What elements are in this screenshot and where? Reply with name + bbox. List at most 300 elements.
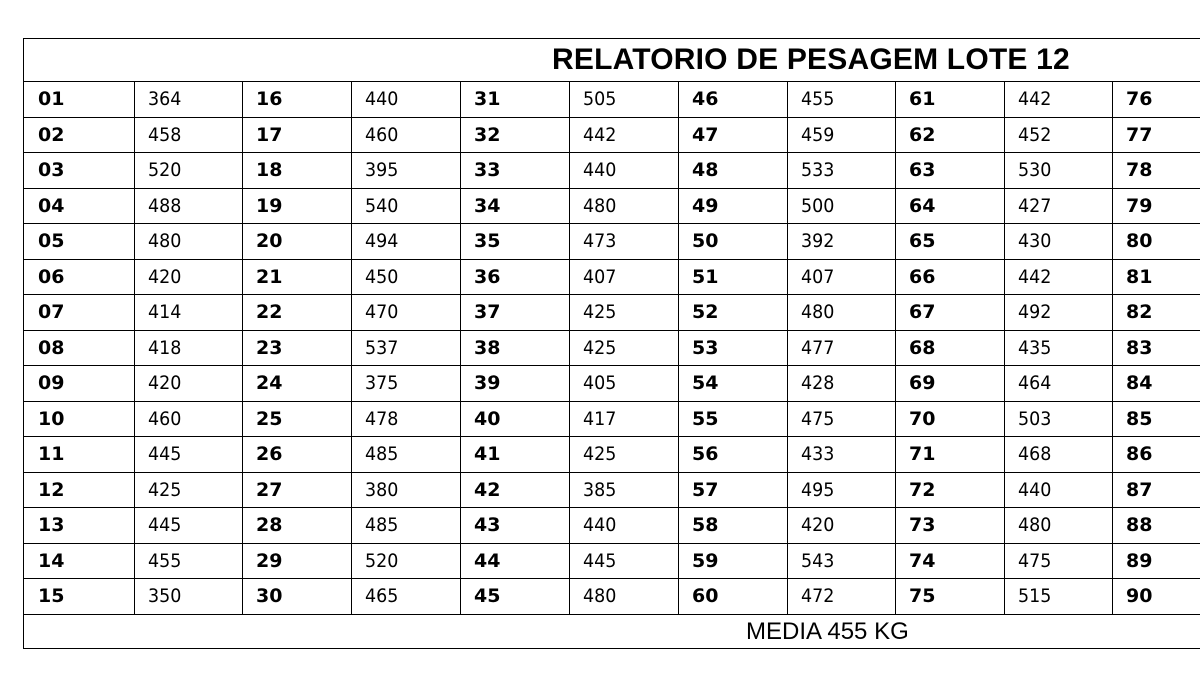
animal-id: 86 [1126,443,1153,465]
animal-id: 33 [474,159,501,181]
column-divider [569,118,570,153]
column-divider [460,402,461,437]
column-divider [460,118,461,153]
column-divider [351,473,352,508]
animal-weight: 494 [365,230,399,252]
column-divider [460,544,461,579]
animal-weight: 420 [148,265,182,288]
animal-weight: 470 [365,301,399,323]
column-divider [569,473,570,508]
column-divider [569,153,570,188]
column-divider [678,189,679,224]
animal-id: 24 [256,372,283,394]
animal-id: 51 [692,265,719,288]
animal-weight: 414 [148,301,182,323]
column-divider [895,295,896,330]
column-divider [351,82,352,117]
animal-weight: 477 [801,336,835,359]
animal-id: 60 [692,585,719,607]
animal-id: 10 [38,407,65,430]
animal-weight: 442 [1018,265,1052,288]
animal-id: 06 [38,265,65,288]
animal-id: 45 [474,585,501,607]
animal-id: 82 [1126,301,1153,323]
column-divider [1004,224,1005,259]
animal-id: 43 [474,514,501,536]
column-divider [787,153,788,188]
animal-id: 57 [692,478,719,501]
animal-weight: 478 [365,407,399,430]
column-divider [242,544,243,579]
animal-weight: 430 [1018,230,1052,252]
column-divider [351,402,352,437]
animal-id: 18 [256,159,283,181]
column-divider [569,189,570,224]
column-divider [678,402,679,437]
animal-weight: 435 [1018,336,1052,359]
animal-weight: 428 [801,372,835,394]
animal-id: 75 [909,585,936,607]
column-divider [460,224,461,259]
column-divider [787,331,788,366]
column-divider [1112,437,1113,472]
animal-weight: 442 [1018,88,1052,110]
table-row [24,437,1200,473]
animal-id: 54 [692,372,719,394]
column-divider [678,508,679,543]
animal-id: 05 [38,230,65,252]
table-row [24,402,1200,438]
table-row [24,331,1200,367]
column-divider [569,579,570,615]
column-divider [460,260,461,295]
animal-weight: 433 [801,443,835,465]
column-divider [1112,508,1113,543]
column-divider [678,366,679,401]
report-title: RELATORIO DE PESAGEM LOTE 12 [552,43,1070,76]
column-divider [787,402,788,437]
animal-id: 35 [474,230,501,252]
animal-weight: 485 [365,514,399,536]
column-divider [1112,118,1113,153]
animal-weight: 530 [1018,159,1052,181]
animal-id: 78 [1126,159,1153,181]
column-divider [787,295,788,330]
weights-grid [24,82,1200,615]
animal-id: 65 [909,230,936,252]
table-row [24,579,1200,615]
column-divider [134,153,135,188]
column-divider [460,437,461,472]
table-row [24,366,1200,402]
animal-id: 59 [692,549,719,572]
animal-weight: 537 [365,336,399,359]
table-row [24,544,1200,580]
animal-id: 84 [1126,372,1153,394]
column-divider [787,260,788,295]
animal-weight: 464 [1018,372,1052,394]
column-divider [678,260,679,295]
animal-weight: 480 [583,194,617,217]
column-divider [134,82,135,117]
animal-id: 39 [474,372,501,394]
column-divider [1004,189,1005,224]
animal-weight: 472 [801,585,835,607]
animal-weight: 440 [365,88,399,110]
table-row [24,189,1200,225]
column-divider [787,224,788,259]
animal-weight: 459 [801,123,835,146]
animal-weight: 485 [365,443,399,465]
column-divider [242,579,243,615]
animal-weight: 452 [1018,123,1052,146]
animal-weight: 480 [1018,514,1052,536]
animal-id: 80 [1126,230,1153,252]
column-divider [895,153,896,188]
animal-weight: 460 [148,407,182,430]
column-divider [787,508,788,543]
animal-id: 19 [256,194,283,217]
column-divider [134,366,135,401]
column-divider [569,295,570,330]
animal-weight: 520 [148,159,182,181]
animal-id: 40 [474,407,501,430]
animal-id: 48 [692,159,719,181]
animal-id: 74 [909,549,936,572]
column-divider [895,402,896,437]
table-row [24,295,1200,331]
animal-id: 15 [38,585,65,607]
animal-id: 46 [692,88,719,110]
animal-id: 71 [909,443,936,465]
animal-id: 03 [38,159,65,181]
animal-id: 85 [1126,407,1153,430]
animal-weight: 480 [801,301,835,323]
column-divider [351,508,352,543]
column-divider [242,473,243,508]
animal-id: 38 [474,336,501,359]
column-divider [787,366,788,401]
animal-weight: 425 [148,478,182,501]
animal-id: 64 [909,194,936,217]
column-divider [351,260,352,295]
column-divider [242,118,243,153]
column-divider [242,295,243,330]
column-divider [460,508,461,543]
column-divider [351,224,352,259]
animal-weight: 425 [583,443,617,465]
column-divider [569,544,570,579]
animal-id: 47 [692,123,719,146]
animal-weight: 480 [583,585,617,607]
animal-id: 76 [1126,88,1153,110]
animal-id: 62 [909,123,936,146]
animal-weight: 488 [148,194,182,217]
column-divider [1004,153,1005,188]
column-divider [895,331,896,366]
animal-id: 30 [256,585,283,607]
animal-id: 58 [692,514,719,536]
average-weight: MEDIA 455 KG [746,618,909,645]
column-divider [895,189,896,224]
column-divider [351,153,352,188]
animal-id: 36 [474,265,501,288]
column-divider [460,295,461,330]
animal-weight: 440 [583,159,617,181]
column-divider [1004,402,1005,437]
animal-id: 90 [1126,585,1153,607]
animal-id: 87 [1126,478,1153,501]
animal-id: 49 [692,194,719,217]
column-divider [787,82,788,117]
animal-id: 25 [256,407,283,430]
animal-weight: 475 [1018,549,1052,572]
column-divider [895,579,896,615]
animal-weight: 505 [583,88,617,110]
column-divider [569,331,570,366]
table-row [24,82,1200,118]
column-divider [787,473,788,508]
column-divider [351,189,352,224]
animal-weight: 395 [365,159,399,181]
column-divider [1004,82,1005,117]
animal-weight: 407 [583,265,617,288]
column-divider [134,473,135,508]
animal-id: 12 [38,478,65,501]
animal-id: 34 [474,194,501,217]
animal-weight: 375 [365,372,399,394]
title-row [24,39,1200,82]
animal-weight: 543 [801,549,835,572]
animal-id: 22 [256,301,283,323]
column-divider [1004,260,1005,295]
animal-id: 50 [692,230,719,252]
weighing-report-table [23,38,1200,649]
animal-weight: 475 [801,407,835,430]
animal-id: 42 [474,478,501,501]
animal-weight: 420 [801,514,835,536]
column-divider [1004,579,1005,615]
column-divider [678,82,679,117]
animal-id: 61 [909,88,936,110]
column-divider [351,331,352,366]
column-divider [242,260,243,295]
animal-id: 13 [38,514,65,536]
animal-id: 52 [692,301,719,323]
table-row [24,473,1200,509]
column-divider [242,437,243,472]
animal-id: 11 [38,443,65,465]
animal-weight: 392 [801,230,835,252]
column-divider [1112,153,1113,188]
animal-id: 08 [38,336,65,359]
animal-id: 09 [38,372,65,394]
column-divider [1112,224,1113,259]
column-divider [678,118,679,153]
column-divider [1112,544,1113,579]
animal-id: 68 [909,336,936,359]
column-divider [242,153,243,188]
column-divider [134,331,135,366]
column-divider [351,295,352,330]
animal-weight: 427 [1018,194,1052,217]
column-divider [678,331,679,366]
animal-id: 29 [256,549,283,572]
column-divider [787,579,788,615]
animal-id: 73 [909,514,936,536]
animal-id: 01 [38,88,65,110]
animal-weight: 350 [148,585,182,607]
animal-id: 27 [256,478,283,501]
column-divider [460,189,461,224]
column-divider [678,437,679,472]
animal-weight: 520 [365,549,399,572]
column-divider [460,153,461,188]
column-divider [1112,579,1113,615]
animal-weight: 503 [1018,407,1052,430]
column-divider [460,579,461,615]
column-divider [351,544,352,579]
column-divider [134,437,135,472]
column-divider [134,402,135,437]
animal-weight: 500 [801,194,835,217]
animal-weight: 420 [148,372,182,394]
animal-id: 41 [474,443,501,465]
column-divider [569,224,570,259]
animal-id: 14 [38,549,65,572]
column-divider [1004,366,1005,401]
animal-id: 32 [474,123,501,146]
column-divider [460,473,461,508]
animal-weight: 440 [583,514,617,536]
column-divider [678,579,679,615]
animal-weight: 445 [148,514,182,536]
column-divider [460,331,461,366]
column-divider [134,508,135,543]
animal-id: 20 [256,230,283,252]
animal-weight: 468 [1018,443,1052,465]
column-divider [1004,295,1005,330]
animal-weight: 450 [365,265,399,288]
animal-weight: 425 [583,301,617,323]
column-divider [242,331,243,366]
column-divider [678,473,679,508]
animal-weight: 442 [583,123,617,146]
animal-weight: 495 [801,478,835,501]
column-divider [1112,402,1113,437]
animal-id: 44 [474,549,501,572]
column-divider [569,82,570,117]
column-divider [895,437,896,472]
table-row [24,153,1200,189]
column-divider [134,579,135,615]
column-divider [569,508,570,543]
column-divider [895,508,896,543]
column-divider [1004,118,1005,153]
column-divider [134,189,135,224]
column-divider [569,402,570,437]
animal-weight: 458 [148,123,182,146]
animal-weight: 533 [801,159,835,181]
column-divider [895,224,896,259]
column-divider [1004,331,1005,366]
animal-id: 56 [692,443,719,465]
animal-id: 81 [1126,265,1153,288]
animal-weight: 540 [365,194,399,217]
animal-weight: 445 [148,443,182,465]
column-divider [1112,189,1113,224]
animal-id: 77 [1126,123,1153,146]
animal-id: 02 [38,123,65,146]
animal-weight: 460 [365,123,399,146]
column-divider [678,544,679,579]
animal-weight: 445 [583,549,617,572]
column-divider [895,82,896,117]
column-divider [242,82,243,117]
animal-weight: 418 [148,336,182,359]
column-divider [787,544,788,579]
animal-id: 37 [474,301,501,323]
animal-id: 07 [38,301,65,323]
animal-id: 69 [909,372,936,394]
animal-weight: 515 [1018,585,1052,607]
animal-weight: 440 [1018,478,1052,501]
column-divider [787,437,788,472]
animal-weight: 407 [801,265,835,288]
column-divider [569,260,570,295]
column-divider [678,224,679,259]
table-row [24,224,1200,260]
animal-weight: 385 [583,478,617,501]
animal-id: 31 [474,88,501,110]
animal-weight: 417 [583,407,617,430]
column-divider [1004,473,1005,508]
column-divider [460,82,461,117]
animal-id: 26 [256,443,283,465]
animal-id: 28 [256,514,283,536]
animal-weight: 380 [365,478,399,501]
column-divider [678,153,679,188]
animal-id: 53 [692,336,719,359]
column-divider [1112,260,1113,295]
column-divider [678,295,679,330]
animal-id: 67 [909,301,936,323]
animal-id: 21 [256,265,283,288]
animal-weight: 455 [148,549,182,572]
animal-id: 63 [909,159,936,181]
column-divider [1004,544,1005,579]
column-divider [351,579,352,615]
column-divider [242,402,243,437]
column-divider [134,118,135,153]
column-divider [569,437,570,472]
column-divider [569,366,570,401]
column-divider [895,260,896,295]
table-row [24,118,1200,154]
animal-id: 16 [256,88,283,110]
table-row [24,260,1200,296]
animal-weight: 492 [1018,301,1052,323]
average-row [24,615,1200,648]
animal-id: 23 [256,336,283,359]
animal-weight: 455 [801,88,835,110]
animal-weight: 364 [148,88,182,110]
column-divider [787,189,788,224]
animal-id: 83 [1126,336,1153,359]
animal-weight: 465 [365,585,399,607]
column-divider [895,544,896,579]
column-divider [351,366,352,401]
